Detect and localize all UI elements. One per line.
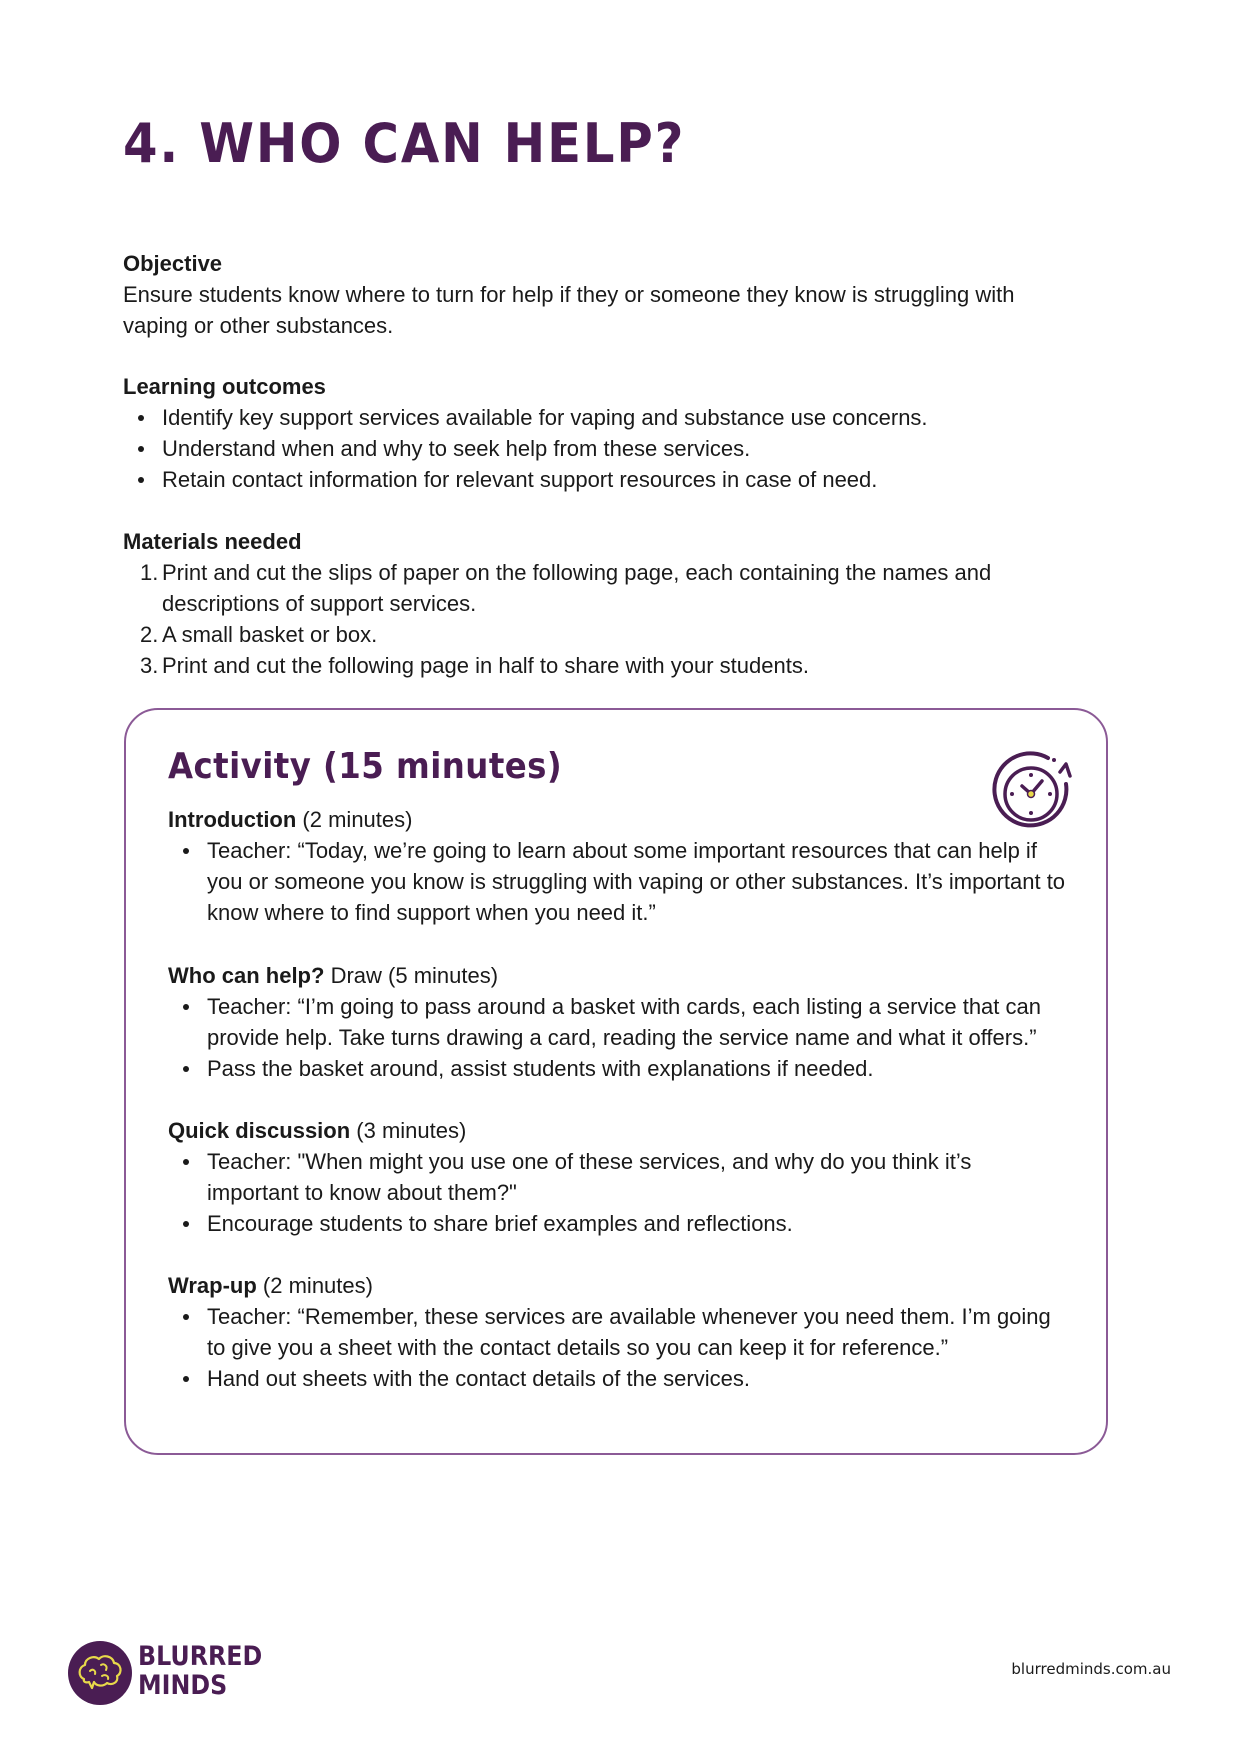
list-item: Teacher: “Today, we’re going to learn about some important resources that can help if you or someone you know is struggling with vaping or other substances. It’s important to know where to find support when you need it.” bbox=[207, 835, 1068, 928]
learning-outcomes-section bbox=[123, 371, 1083, 495]
objective-section bbox=[123, 248, 1083, 341]
materials-heading: Materials needed bbox=[123, 529, 302, 554]
section-duration: (2 minutes) bbox=[256, 1273, 373, 1298]
materials-list bbox=[123, 557, 1083, 681]
who-can-help-section bbox=[168, 960, 1068, 1084]
activity-title: Activity (15 minutes) bbox=[168, 746, 563, 787]
introduction-section bbox=[168, 804, 1068, 928]
list-item: Understand when and why to seek help from these services. bbox=[162, 433, 1083, 464]
item-number: 1. bbox=[140, 560, 159, 585]
section-heading: Wrap-up bbox=[168, 1273, 257, 1298]
section-heading: Who can help? bbox=[168, 963, 325, 988]
list-item bbox=[140, 650, 1083, 681]
section-duration: (3 minutes) bbox=[350, 1118, 467, 1143]
item-text: Print and cut the following page in half to share with your students. bbox=[162, 653, 809, 678]
logo-line-1: BLURRED bbox=[138, 1641, 263, 1672]
list-item: Retain contact information for relevant support resources in case of need. bbox=[162, 464, 1083, 495]
logo-wordmark bbox=[138, 1642, 262, 1700]
section-duration: (2 minutes) bbox=[296, 807, 413, 832]
list-item: Identify key support services available for vaping and substance use concerns. bbox=[162, 402, 1083, 433]
logo-line-2: MINDS bbox=[138, 1670, 228, 1701]
list-item: Teacher: “Remember, these services are available whenever you need them. I’m going to give you a sheet with the contact details so you can keep it for reference.” bbox=[207, 1301, 1068, 1363]
quick-discussion-section bbox=[168, 1115, 1068, 1239]
section-duration: Draw (5 minutes) bbox=[324, 963, 499, 988]
objective-text: Ensure students know where to turn for help if they or someone they know is struggling with vaping or other substances. bbox=[123, 282, 1015, 338]
item-text: A small basket or box. bbox=[162, 622, 378, 647]
list-item: Hand out sheets with the contact details of the services. bbox=[207, 1363, 1068, 1394]
list-item: Teacher: "When might you use one of these services, and why do you think it’s important to know about them?" bbox=[207, 1146, 1068, 1208]
item-number: 2. bbox=[140, 622, 159, 647]
learning-outcomes-heading: Learning outcomes bbox=[123, 374, 326, 399]
wrap-up-section bbox=[168, 1270, 1068, 1394]
objective-heading: Objective bbox=[123, 251, 223, 276]
logo-badge bbox=[68, 1641, 132, 1705]
section-heading: Introduction bbox=[168, 807, 297, 832]
list-item: Encourage students to share brief examples and reflections. bbox=[207, 1208, 1068, 1239]
page-title: 4. WHO CAN HELP? bbox=[123, 112, 686, 175]
brain-icon bbox=[68, 1641, 132, 1705]
learning-outcomes-list bbox=[123, 402, 1083, 495]
list-item: Pass the basket around, assist students with explanations if needed. bbox=[207, 1053, 1068, 1084]
activity-box bbox=[124, 708, 1108, 1455]
footer-url: blurredminds.com.au bbox=[1011, 1660, 1171, 1678]
item-text: Print and cut the slips of paper on the following page, each containing the names and descriptions of support services. bbox=[162, 560, 992, 616]
list-item bbox=[140, 557, 1083, 619]
item-number: 3. bbox=[140, 653, 159, 678]
section-heading: Quick discussion bbox=[168, 1118, 351, 1143]
materials-section bbox=[123, 526, 1083, 681]
list-item bbox=[140, 619, 1083, 650]
list-item: Teacher: “I’m going to pass around a basket with cards, each listing a service that can provide help. Take turns drawing a card, reading the service name and what it offers.” bbox=[207, 991, 1068, 1053]
blurred-minds-logo bbox=[68, 1638, 268, 1708]
